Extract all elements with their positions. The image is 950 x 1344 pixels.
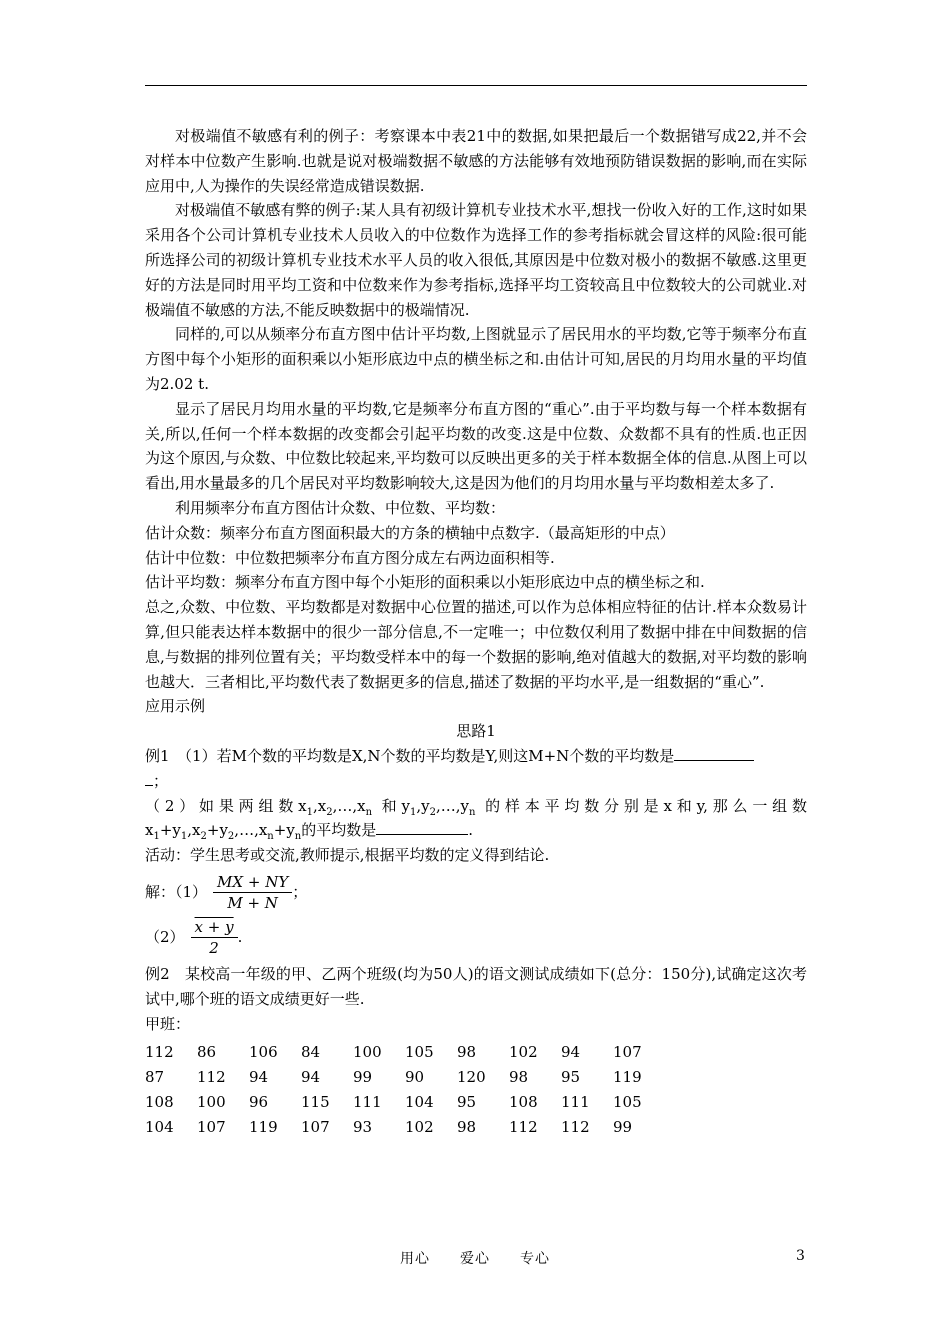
table-cell: 111 (353, 1092, 382, 1111)
table-cell: 119 (249, 1117, 278, 1136)
table-cell: 104 (405, 1092, 434, 1111)
answer-blank (376, 820, 468, 835)
page-number: 3 (796, 1248, 805, 1264)
example1-part2: （2）如果两组数$x_1,x_2,\dots,x_n$ 和$y_1,y_2,\dots,y_n$ 的样本平均数分别是x和y,那么一组数$x_1+y_1,x_2+y_2,\dots,x_n+y_n$的平均数是 . (145, 796, 807, 843)
paragraph: 显示了居民月均用水量的平均数,它是频率分布直方图的“重心”.由于平均数与每一个样本数据有关,所以,任何一个样本数据的改变都会引起平均数的改变.这是中位数、众数都不具有的性质.也正因为这个原因,与众数、中位数比较起来,平均数可以反映出更多的关于样本数据全体的信息.从图上可以看出,用水量最多的几个居民对平均数影响较大,这是因为他们的月均用水量与平均数相差太多了. (145, 399, 807, 493)
table-cell: 119 (613, 1068, 642, 1087)
table-cell: 108 (509, 1092, 538, 1111)
table-cell: 112 (509, 1117, 538, 1136)
table-cell: 90 (405, 1068, 425, 1087)
table-cell: 93 (353, 1117, 373, 1136)
solution-1: 解：（1） $\frac{MX + NY}{M + N}$ ； (145, 872, 308, 912)
paragraph: 估计平均数：频率分布直方图中每个小矩形的面积乘以小矩形底边中点的横坐标之和. (145, 573, 705, 592)
table-row (145, 1040, 665, 1065)
table-cell: 99 (353, 1068, 373, 1087)
table-cell: 94 (561, 1043, 581, 1062)
fraction: $\frac{x + y}{2}$ (191, 917, 238, 958)
table-cell: 95 (561, 1068, 581, 1087)
fraction: $\frac{MX + NY}{M + N}$ (213, 872, 292, 913)
table-cell: 87 (145, 1068, 165, 1087)
table-cell: 84 (301, 1043, 321, 1062)
class-label: 甲班： (145, 1014, 191, 1033)
table-cell: 104 (145, 1117, 174, 1136)
table-cell: 107 (613, 1043, 642, 1062)
table-cell: 107 (301, 1117, 330, 1136)
paragraph: 利用频率分布直方图估计众数、中位数、平均数： (175, 498, 506, 517)
table-cell: 102 (405, 1117, 434, 1136)
table-cell: 105 (405, 1043, 434, 1062)
paragraph: 同样的,可以从频率分布直方图中估计平均数,上图就显示了居民用水的平均数,它等于频率分布直方图中每个小矩形的面积乘以小矩形底边中点的横坐标之和.由估计可知,居民的月均用水量的平均值为2.02 t. (145, 325, 807, 393)
table-cell: 98 (509, 1068, 529, 1087)
table-cell: 102 (509, 1043, 538, 1062)
answer-blank (674, 746, 754, 761)
table-cell: 112 (197, 1068, 226, 1087)
table-cell: 105 (613, 1092, 642, 1111)
table-cell: 94 (301, 1068, 321, 1087)
table-cell: 100 (353, 1043, 382, 1062)
section-label: 应用示例 (145, 697, 206, 716)
table-cell: 115 (301, 1092, 330, 1111)
table-cell: 98 (457, 1043, 477, 1062)
table-cell: 106 (249, 1043, 278, 1062)
table-cell: 100 (197, 1092, 226, 1111)
table-cell: 112 (145, 1043, 174, 1062)
page-content (145, 124, 807, 1139)
paragraph: 对极端值不敏感有弊的例子:某人具有初级计算机专业技术水平,想找一份收入好的工作,这时如果采用各个公司计算机专业技术人员收入的中位数作为选择工作的参考指标就会冒这样的风险:很可能所选择公司的初级计算机专业技术水平人员的收入很低,其原因是中位数对极小的数据不敏感.这里更好的方法是同时用平均工资和中位数来作为参考指标,选择平均工资较高且中位数较大的公司就业.对极端值不敏感的方法,不能反映数据中的极端情况. (145, 201, 807, 319)
solution-2: （2） $\frac{x + y}{2}$ . (145, 917, 243, 957)
paragraph: 总之,众数、中位数、平均数都是对数据中心位置的描述,可以作为总体相应特征的估计.样本众数易计算,但只能表达样本数据中的很少一部分信息,不一定唯一；中位数仅利用了数据中排在中间数据的信息,与数据的排列位置有关；平均数受样本中的每一个数据的影响,绝对值越大的数据,对平均数的影响也越大．三者相比,平均数代表了数据更多的信息,描述了数据的平均水平,是一组数据的“重心”. (145, 598, 807, 691)
activity-note: 活动：学生思考或交流,教师提示,根据平均数的定义得到结论. (145, 846, 550, 865)
table-cell: 112 (561, 1117, 590, 1136)
answer-blank (145, 771, 153, 786)
table-cell: 96 (249, 1092, 269, 1111)
table-cell: 98 (457, 1117, 477, 1136)
table-row (145, 1090, 665, 1115)
table-cell: 94 (249, 1068, 269, 1087)
paragraph: 对极端值不敏感有利的例子：考察课本中表21中的数据,如果把最后一个数据错写成22,并不会对样本中位数产生影响.也就是说对极端数据不敏感的方法能够有效地预防错误数据的影响,而在实际应用中,人为操作的失误经常造成错误数据. (145, 127, 807, 195)
table-cell: 99 (613, 1117, 633, 1136)
section-heading: 思路1 (456, 722, 496, 741)
header-rule (145, 85, 807, 86)
table-cell: 107 (197, 1117, 226, 1136)
table-row (145, 1115, 665, 1140)
paragraph: 估计中位数：中位数把频率分布直方图分成左右两边面积相等. (145, 548, 555, 567)
table-row (145, 1065, 665, 1090)
table-cell: 111 (561, 1092, 590, 1111)
scores-table (145, 1040, 665, 1139)
paragraph: 估计众数：频率分布直方图面积最大的方条的横轴中点数字.（最高矩形的中点） (145, 523, 675, 542)
footer-text: 用心 爱心 专心 (400, 1251, 550, 1267)
table-cell: 108 (145, 1092, 174, 1111)
table-cell: 95 (457, 1092, 477, 1111)
example1-part1: 例1 （1）若M个数的平均数是X,N个数的平均数是Y,则这M+N个数的平均数是 ； (145, 744, 807, 794)
table-cell: 120 (457, 1068, 486, 1087)
example2-text: 例2 某校高一年级的甲、乙两个班级(均为50人)的语文测试成绩如下(总分：150分),试确定这次考试中,哪个班的语文成绩更好一些. (145, 964, 807, 1008)
table-cell: 86 (197, 1043, 217, 1062)
